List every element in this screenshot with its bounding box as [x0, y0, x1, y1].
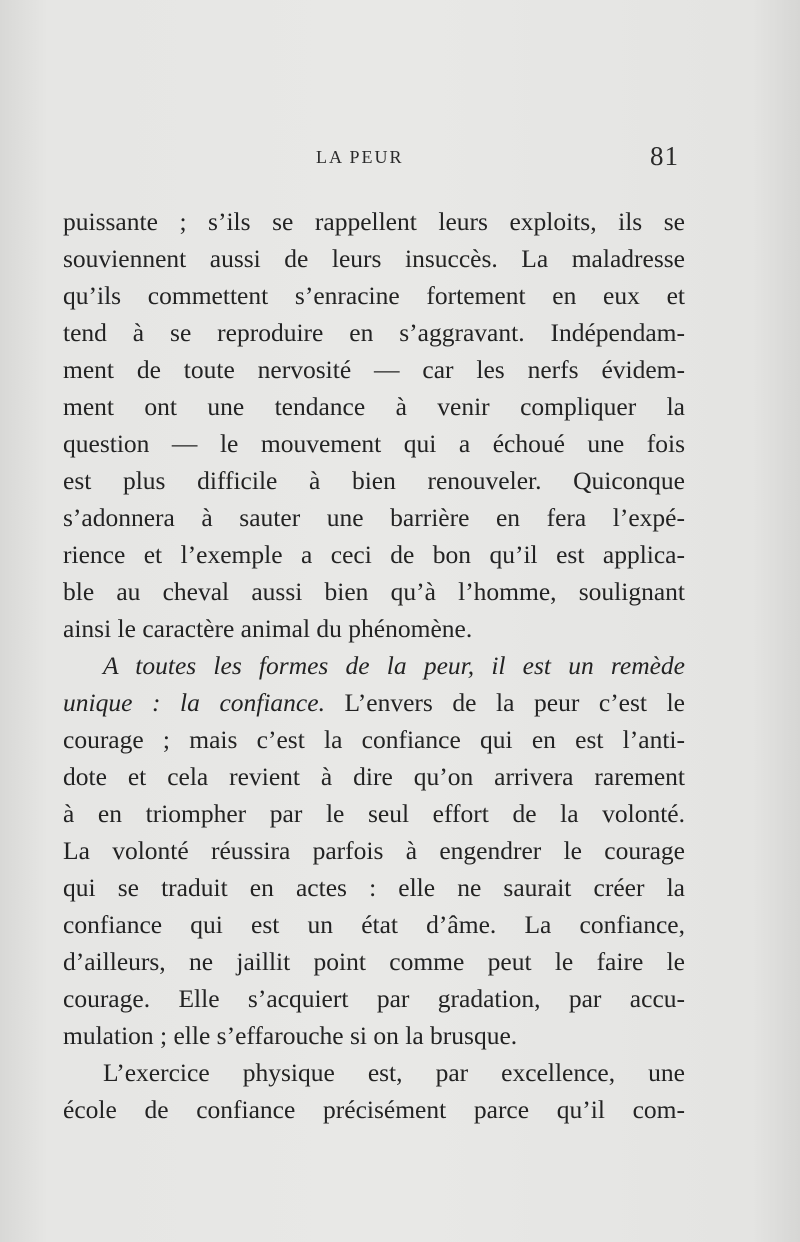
- italic-line: A toutes les formes de la peur, il est un remède: [103, 651, 685, 680]
- text-line: confiance qui est un état d’âme. La confiance,: [63, 910, 685, 939]
- body-text: [63, 203, 685, 1128]
- text-line: La volonté réussira parfois à engendrer le courage: [63, 836, 685, 865]
- mixed-line: [63, 684, 685, 721]
- text-line: question — le mouvement qui a échoué une fois: [63, 429, 685, 458]
- text-line: ment ont une tendance à venir compliquer la: [63, 392, 685, 421]
- text-line: dote et cela revient à dire qu’on arrivera rarement: [63, 762, 685, 791]
- text-line: est plus difficile à bien renouveler. Quiconque: [63, 466, 685, 495]
- page-header: [0, 141, 800, 175]
- roman-phrase: L’envers de la peur c’est le: [324, 688, 685, 717]
- text-line: ainsi le caractère animal du phénomène.: [63, 614, 473, 643]
- text-line: ble au cheval aussi bien qu’à l’homme, soulignant: [63, 577, 685, 606]
- text-line: souviennent aussi de leurs insuccès. La maladresse: [63, 244, 685, 273]
- text-line: école de confiance précisément parce qu’il com-: [63, 1095, 685, 1124]
- text-line: d’ailleurs, ne jaillit point comme peut le faire le: [63, 947, 685, 976]
- text-line: à en triompher par le seul effort de la volonté.: [63, 799, 685, 828]
- text-line: qu’ils commettent s’enracine fortement en eux et: [63, 281, 685, 310]
- page-number: 81: [650, 141, 679, 171]
- text-line: ment de toute nervosité — car les nerfs évidem-: [63, 355, 685, 384]
- text-line: tend à se reproduire en s’aggravant. Indépendam-: [63, 318, 685, 347]
- text-line: qui se traduit en actes : elle ne saurait créer la: [63, 873, 685, 902]
- italic-phrase: unique : la confiance.: [63, 688, 325, 717]
- text-line: s’adonnera à sauter une barrière en fera l’expé-: [63, 503, 685, 532]
- text-line: rience et l’exemple a ceci de bon qu’il est applica-: [63, 540, 685, 569]
- text-line: courage ; mais c’est la confiance qui en est l’anti-: [63, 725, 685, 754]
- text-line: mulation ; elle s’effarouche si on la brusque.: [63, 1021, 518, 1050]
- text-line: puissante ; s’ils se rappellent leurs exploits, ils se: [63, 207, 685, 236]
- running-title: LA PEUR: [316, 147, 404, 167]
- text-line: courage. Elle s’acquiert par gradation, par accu-: [63, 984, 685, 1013]
- text-line: L’exercice physique est, par excellence, une: [103, 1058, 685, 1087]
